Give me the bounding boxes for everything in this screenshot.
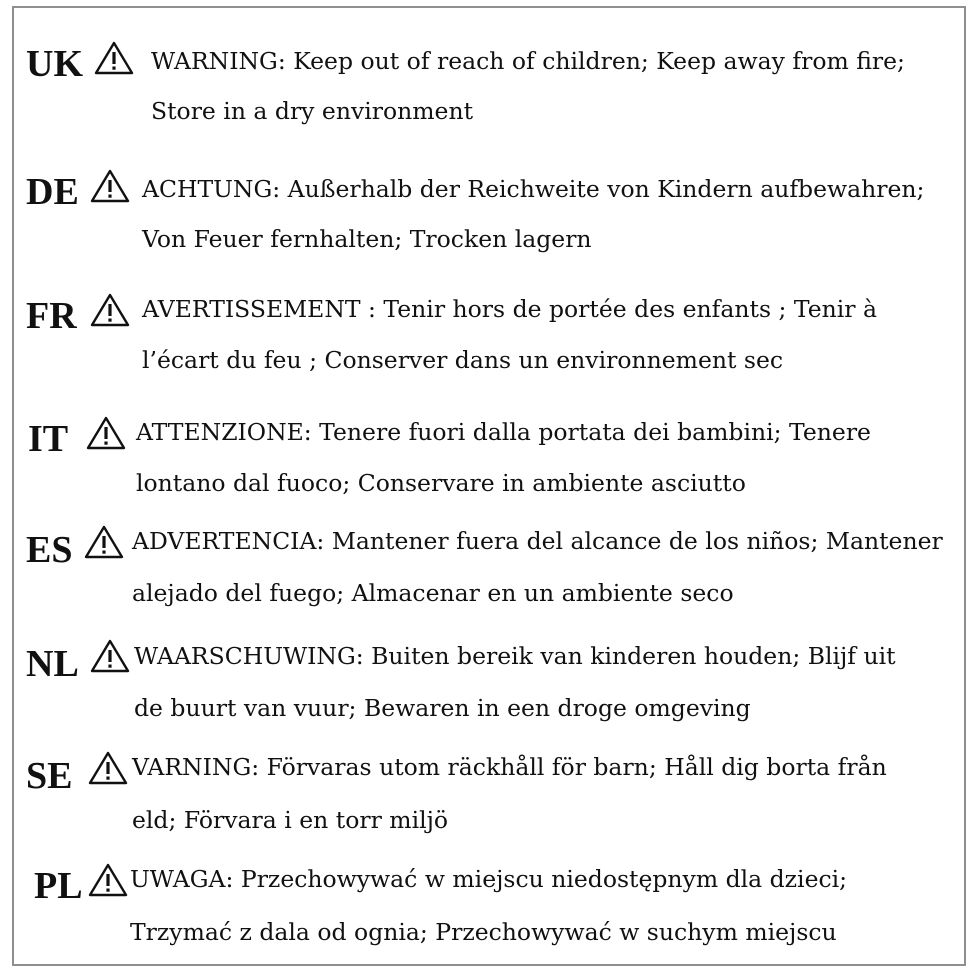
warning-triangle-icon bbox=[90, 168, 130, 204]
country-code: IT bbox=[28, 418, 69, 460]
warning-text-line-1: AVERTISSEMENT : Tenir hors de portée des enfants ; Tenir à bbox=[142, 295, 877, 323]
country-code: NL bbox=[26, 643, 79, 685]
warning-text-line-1: UWAGA: Przechowywać w miejscu niedostępnym dla dzieci; bbox=[130, 865, 848, 893]
warning-text-line-2: lontano dal fuoco; Conservare in ambiente asciutto bbox=[136, 469, 746, 497]
warning-triangle-icon bbox=[94, 40, 134, 76]
country-code: FR bbox=[26, 295, 77, 337]
country-code: ES bbox=[26, 529, 73, 571]
warning-text-line-2: Von Feuer fernhalten; Trocken lagern bbox=[142, 225, 592, 253]
country-code: PL bbox=[34, 865, 83, 907]
warning-triangle-icon bbox=[88, 750, 128, 786]
warning-text-line-2: de buurt van vuur; Bewaren in een droge omgeving bbox=[134, 694, 751, 722]
warning-text-line-2: Store in a dry environment bbox=[151, 97, 474, 125]
warning-text-line-2: Trzymać z dala od ognia; Przechowywać w suchym miejscu bbox=[130, 918, 837, 946]
warning-text-line-1: ACHTUNG: Außerhalb der Reichweite von Kindern aufbewahren; bbox=[142, 175, 925, 203]
warning-label-panel bbox=[12, 6, 966, 966]
warning-text-line-2: eld; Förvara i en torr miljö bbox=[132, 806, 449, 834]
warning-triangle-icon bbox=[84, 524, 124, 560]
warning-triangle-icon bbox=[90, 638, 130, 674]
country-code: DE bbox=[26, 171, 79, 213]
warning-text-line-1: WAARSCHUWING: Buiten bereik van kinderen houden; Blijf uit bbox=[134, 642, 896, 670]
warning-text-line-1: ATTENZIONE: Tenere fuori dalla portata dei bambini; Tenere bbox=[136, 418, 871, 446]
warning-triangle-icon bbox=[88, 862, 128, 898]
country-code: SE bbox=[26, 755, 73, 797]
country-code: UK bbox=[26, 43, 83, 85]
warning-text-line-1: VARNING: Förvaras utom räckhåll för barn; Håll dig borta från bbox=[132, 753, 887, 781]
warning-text-line-1: ADVERTENCIA: Mantener fuera del alcance de los niños; Mantener bbox=[132, 527, 943, 555]
warning-text-line-1: WARNING: Keep out of reach of children; Keep away from fire; bbox=[151, 47, 905, 75]
warning-triangle-icon bbox=[86, 415, 126, 451]
warning-triangle-icon bbox=[90, 292, 130, 328]
warning-text-line-2: alejado del fuego; Almacenar en un ambiente seco bbox=[132, 579, 734, 607]
warning-text-line-2: l’écart du feu ; Conserver dans un environnement sec bbox=[142, 346, 784, 374]
